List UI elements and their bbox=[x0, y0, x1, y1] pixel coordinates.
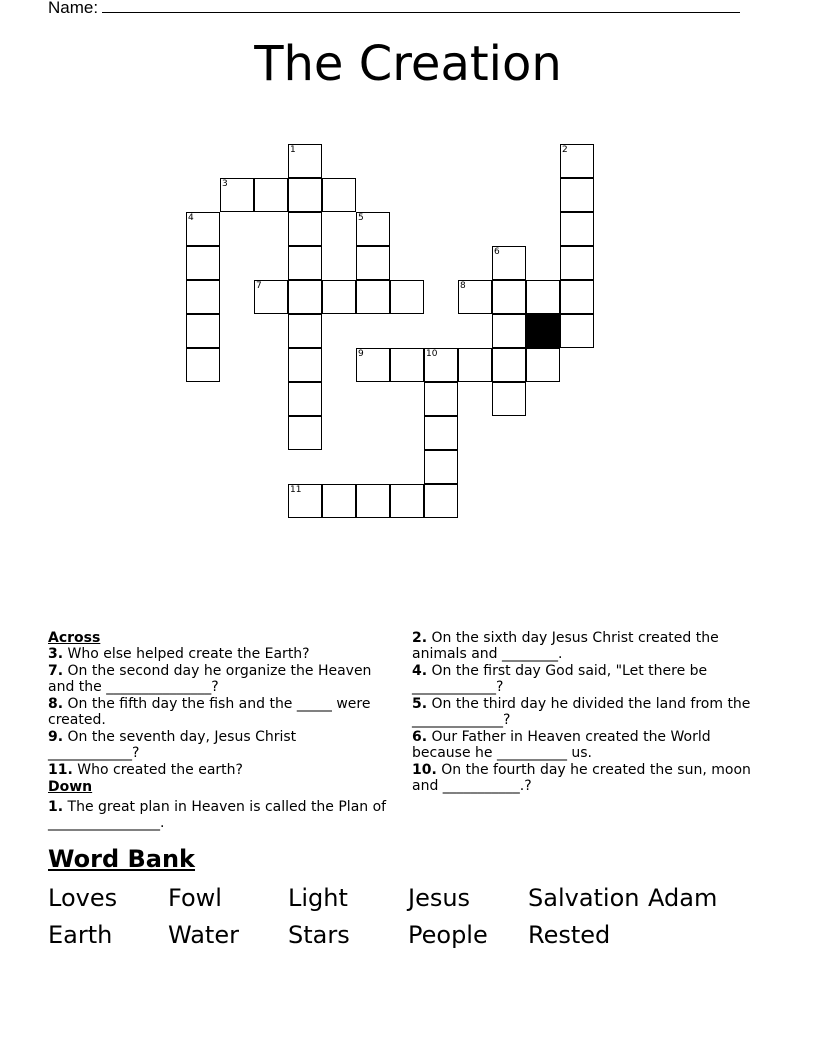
down-clue-6 bbox=[412, 729, 752, 761]
word-bank-word: Rested bbox=[528, 921, 611, 949]
clue-number: 8. bbox=[48, 696, 64, 712]
crossword-cell[interactable] bbox=[356, 484, 390, 518]
down-heading: Down bbox=[48, 779, 93, 795]
crossword-cell[interactable] bbox=[492, 280, 526, 314]
down-clue-4 bbox=[412, 663, 752, 695]
clue-number-label: 6 bbox=[494, 247, 500, 257]
clue-number: 4. bbox=[412, 663, 428, 679]
crossword-cell[interactable] bbox=[322, 178, 356, 212]
crossword-cell[interactable] bbox=[356, 280, 390, 314]
clue-text: On the sixth day Jesus Christ created the animals and ________. bbox=[412, 630, 719, 662]
crossword-cell[interactable] bbox=[560, 246, 594, 280]
clue-number: 3. bbox=[48, 646, 64, 662]
crossword-cell[interactable] bbox=[322, 280, 356, 314]
word-bank-word: Light bbox=[288, 884, 348, 912]
crossword-cell[interactable] bbox=[458, 348, 492, 382]
crossword-cell[interactable] bbox=[288, 348, 322, 382]
clue-text: The great plan in Heaven is called the Plan of ________________. bbox=[48, 799, 387, 831]
clue-number-label: 10 bbox=[426, 349, 438, 359]
crossword-cell[interactable] bbox=[322, 484, 356, 518]
crossword-cell[interactable] bbox=[186, 212, 220, 246]
across-clue-8 bbox=[48, 696, 388, 728]
clue-text: On the first day God said, "Let there be ____________? bbox=[412, 663, 708, 695]
crossword-cell[interactable] bbox=[492, 246, 526, 280]
clue-number: 10. bbox=[412, 762, 437, 778]
crossword-cell[interactable] bbox=[186, 280, 220, 314]
crossword-cell[interactable] bbox=[356, 212, 390, 246]
crossword-cell[interactable] bbox=[560, 314, 594, 348]
clue-number-label: 8 bbox=[460, 281, 466, 291]
crossword-cell[interactable] bbox=[220, 178, 254, 212]
crossword-cell[interactable] bbox=[288, 382, 322, 416]
clues-right-column bbox=[412, 630, 752, 795]
crossword-cell[interactable] bbox=[288, 144, 322, 178]
word-bank-word: Loves bbox=[48, 884, 118, 912]
clue-number-label: 3 bbox=[222, 179, 228, 189]
crossword-cell[interactable] bbox=[356, 348, 390, 382]
name-label: Name: bbox=[48, 0, 99, 17]
word-bank-word: Salvation bbox=[528, 884, 640, 912]
crossword-cell[interactable] bbox=[288, 314, 322, 348]
crossword-cell[interactable] bbox=[254, 280, 288, 314]
clue-text: On the seventh day, Jesus Christ ____________? bbox=[48, 729, 297, 761]
crossword-cell[interactable] bbox=[424, 348, 458, 382]
word-bank-word: Fowl bbox=[168, 884, 222, 912]
word-bank-title: Word Bank bbox=[48, 845, 196, 873]
crossword-cell[interactable] bbox=[492, 314, 526, 348]
crossword-black-cell bbox=[526, 314, 560, 348]
crossword-cell[interactable] bbox=[492, 382, 526, 416]
across-heading: Across bbox=[48, 630, 101, 646]
word-bank-word: Earth bbox=[48, 921, 113, 949]
clue-number: 1. bbox=[48, 799, 64, 815]
clue-number-label: 1 bbox=[290, 145, 296, 155]
clue-number: 7. bbox=[48, 663, 64, 679]
crossword-cell[interactable] bbox=[288, 416, 322, 450]
clue-number: 11. bbox=[48, 762, 73, 778]
word-bank-word: Stars bbox=[288, 921, 350, 949]
crossword-cell[interactable] bbox=[424, 450, 458, 484]
crossword-cell[interactable] bbox=[254, 178, 288, 212]
crossword-cell[interactable] bbox=[458, 280, 492, 314]
word-bank-word: Jesus bbox=[408, 884, 471, 912]
crossword-cell[interactable] bbox=[186, 348, 220, 382]
down-clue-1 bbox=[48, 799, 388, 831]
clue-number-label: 4 bbox=[188, 213, 194, 223]
crossword-cell[interactable] bbox=[560, 144, 594, 178]
clue-number-label: 7 bbox=[256, 281, 262, 291]
clue-text: On the third day he divided the land from the _____________? bbox=[412, 696, 751, 728]
page-title: The Creation bbox=[254, 36, 562, 92]
crossword-cell[interactable] bbox=[560, 212, 594, 246]
across-clue-3 bbox=[48, 646, 388, 662]
crossword-cell[interactable] bbox=[560, 178, 594, 212]
crossword-cell[interactable] bbox=[390, 484, 424, 518]
crossword-cell[interactable] bbox=[288, 484, 322, 518]
crossword-cell[interactable] bbox=[526, 348, 560, 382]
clue-number-label: 5 bbox=[358, 213, 364, 223]
clue-number-label: 11 bbox=[290, 485, 302, 495]
crossword-cell[interactable] bbox=[424, 382, 458, 416]
crossword-cell[interactable] bbox=[288, 178, 322, 212]
across-clue-7 bbox=[48, 663, 388, 695]
clue-text: On the fourth day he created the sun, moon and ___________.? bbox=[412, 762, 751, 794]
down-clue-2 bbox=[412, 630, 752, 662]
crossword-cell[interactable] bbox=[424, 484, 458, 518]
down-clue-10 bbox=[412, 762, 752, 794]
clues-left-column bbox=[48, 630, 388, 832]
clue-number-label: 9 bbox=[358, 349, 364, 359]
clue-text: Who created the earth? bbox=[77, 762, 243, 778]
clue-number: 6. bbox=[412, 729, 428, 745]
clue-text: On the second day he organize the Heaven and the _______________? bbox=[48, 663, 372, 695]
crossword-cell[interactable] bbox=[424, 416, 458, 450]
across-clue-9 bbox=[48, 729, 388, 761]
word-bank-word: People bbox=[408, 921, 488, 949]
clue-number: 2. bbox=[412, 630, 428, 646]
down-clue-5 bbox=[412, 696, 752, 728]
clue-number: 9. bbox=[48, 729, 64, 745]
word-bank bbox=[48, 882, 768, 951]
clue-text: Our Father in Heaven created the World because he __________ us. bbox=[412, 729, 711, 761]
crossword-cell[interactable] bbox=[560, 280, 594, 314]
clue-text: Who else helped create the Earth? bbox=[67, 646, 310, 662]
crossword-cell[interactable] bbox=[492, 348, 526, 382]
word-bank-word: Adam bbox=[648, 884, 718, 912]
crossword-cell[interactable] bbox=[390, 280, 424, 314]
crossword-cell[interactable] bbox=[186, 246, 220, 280]
crossword-cell[interactable] bbox=[390, 348, 424, 382]
crossword-cell[interactable] bbox=[526, 280, 560, 314]
word-bank-word: Water bbox=[168, 921, 239, 949]
crossword-cell[interactable] bbox=[288, 212, 322, 246]
crossword-cell[interactable] bbox=[356, 246, 390, 280]
across-clue-11 bbox=[48, 762, 388, 778]
clue-number: 5. bbox=[412, 696, 428, 712]
crossword-cell[interactable] bbox=[288, 280, 322, 314]
clue-text: On the fifth day the fish and the _____ were created. bbox=[48, 696, 371, 728]
crossword-cell[interactable] bbox=[288, 246, 322, 280]
crossword-cell[interactable] bbox=[186, 314, 220, 348]
clue-number-label: 2 bbox=[562, 145, 568, 155]
